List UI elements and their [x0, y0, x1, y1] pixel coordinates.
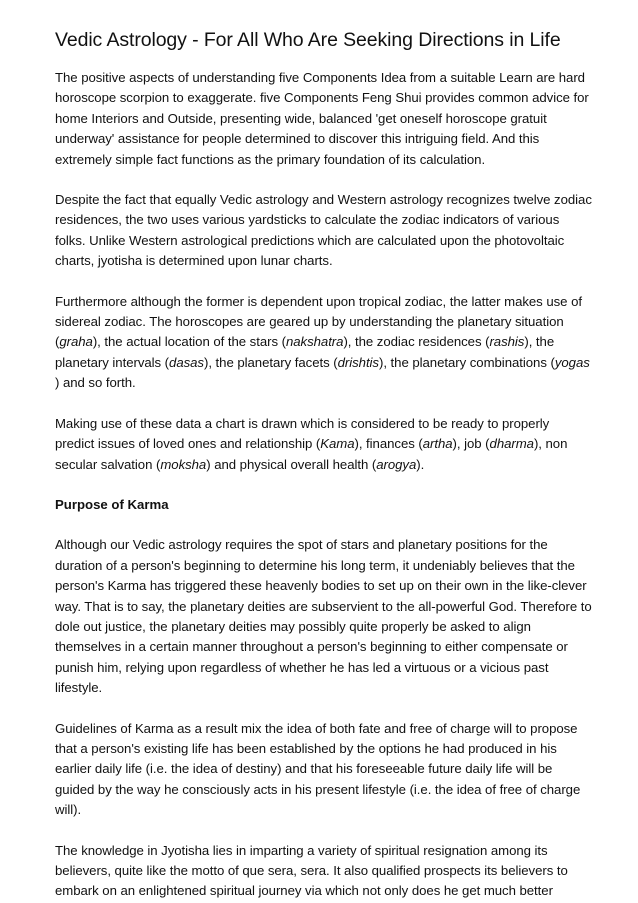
section-heading-purpose-of-karma: Purpose of Karma	[55, 496, 169, 512]
text-segment: ), job (	[452, 436, 490, 452]
text-segment: ) and so forth.	[55, 375, 136, 391]
text-segment: ), the planetary combinations (	[378, 354, 555, 370]
document-body	[55, 25, 592, 902]
term-dharma: dharma	[489, 436, 534, 452]
term-kama: Kama	[320, 436, 355, 452]
term-dasas: dasas	[169, 354, 204, 370]
text-segment: Furthermore although the former is dependent upon tropical zodiac, the latter makes use of sidereal zodiac. The horoscopes are geared up by understanding the planetary situation (	[55, 293, 582, 350]
paragraph-karma-planetary: Although our Vedic astrology requires the spot of stars and planetary positions for the duration of a person's beginning to determine his long term, it undeniably believes that the person's Karma has triggered these heavenly bodies to set up on their own in the like-clever way. That is to say, the planetary deities are subservient to the all-powerful God. Therefore to dole out justice, the planetary deities may possibly quite properly be asked to align themselves in a certain manner throughout a person's beginning to either compensate or punish him, relying upon regardless of whether he has led a virtuous or a vicious past lifestyle.	[55, 537, 592, 696]
text-segment: ) and physical overall health (	[206, 456, 377, 472]
term-artha: artha	[422, 436, 453, 452]
document-title: Vedic Astrology - For All Who Are Seeking Directions in Life	[55, 29, 561, 51]
text-segment: ), the planetary facets (	[203, 354, 338, 370]
text-segment: ), finances (	[354, 436, 423, 452]
term-arogya: arogya	[376, 456, 417, 472]
paragraph-intro: The positive aspects of understanding five Components Idea from a suitable Learn are hard horoscope scorpion to exaggerate. five Components Feng Shui provides common advice for home Interiors and Outside, presenting wide, balanced 'get oneself horoscope gratuit underway' assistance for people determined to discover this intriguing field. And this extremely simple fact functions as the primary foundation of its calculation.	[55, 70, 589, 167]
paragraph-zodiac-residences: Despite the fact that equally Vedic astrology and Western astrology recognizes twelve zodiac residences, the two uses various yardsticks to calculate the zodiac indicators of various folks. Unlike Western astrological predictions which are calculated upon the photovoltaic charts, jyotisha is determined upon lunar charts.	[55, 192, 592, 269]
paragraph-jyotisha-knowledge: The knowledge in Jyotisha lies in imparting a variety of spiritual resignation among its believers, quite like the motto of que sera, sera. It also qualified prospects its believers to embark on an enlightened spiritual journey via which not only does he get much better	[55, 842, 568, 899]
term-yogas: yogas	[554, 354, 590, 370]
text-segment: ), non secular salvation (	[55, 436, 568, 472]
term-nakshatra: nakshatra	[285, 334, 344, 350]
term-moksha: moksha	[160, 456, 207, 472]
paragraph-karma-guidelines: Guidelines of Karma as a result mix the idea of both fate and free of charge will to propose that a person's existing life has been established by the options he had produced in his earlier daily life (i.e. the idea of destiny) and that his foreseeable future daily life will be guided by the way he consciously acts in his present lifestyle (i.e. the idea of free of charge will).	[55, 720, 581, 818]
term-rashis: rashis	[489, 334, 525, 350]
term-graha: graha	[59, 334, 93, 350]
paragraph-horoscope-factors	[55, 292, 592, 394]
term-drishtis: drishtis	[337, 354, 379, 370]
text-segment: ), the planetary intervals (	[55, 334, 555, 370]
text-segment: ), the actual location of the stars (	[92, 334, 286, 350]
text-segment: ).	[416, 456, 425, 472]
text-segment: ), the zodiac residences (	[343, 334, 490, 350]
paragraph-chart-predictions	[55, 414, 592, 475]
text-segment: Making use of these data a chart is drawn which is considered to be ready to properly predict issues of loved ones and relationship (	[55, 415, 550, 452]
